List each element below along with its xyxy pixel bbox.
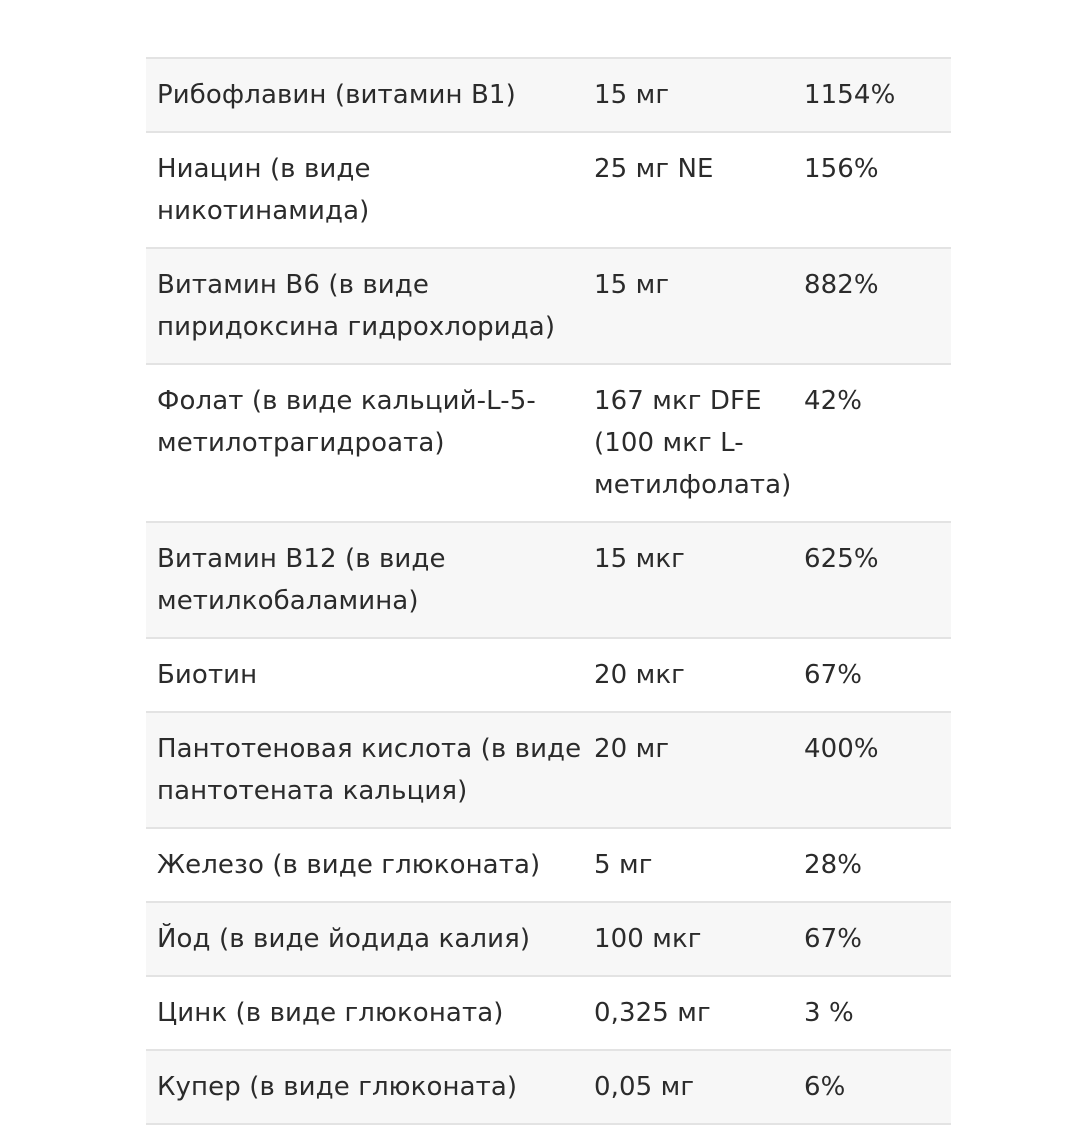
nutrient-name: Пантотеновая кислота (в виде пантотената кальция) — [157, 734, 582, 806]
nutrient-amount: 0,05 мг — [594, 1072, 695, 1102]
nutrient-amount: 25 мг NE — [594, 154, 714, 184]
nutrient-percent: 6% — [804, 1072, 846, 1102]
table-row — [146, 522, 951, 638]
nutrient-percent: 28% — [804, 850, 863, 880]
table-row — [146, 364, 951, 522]
nutrient-percent: 882% — [804, 270, 879, 300]
nutrient-percent: 67% — [804, 660, 863, 690]
nutrient-name: Купер (в виде глюконата) — [157, 1072, 518, 1102]
nutrient-percent: 400% — [804, 734, 879, 764]
nutrient-amount: 15 мг — [594, 80, 670, 110]
nutrient-amount: 15 мкг — [594, 544, 685, 574]
nutrient-name: Железо (в виде глюконата) — [157, 850, 541, 880]
nutrient-percent: 42% — [804, 386, 863, 416]
nutrient-name: Фолат (в виде кальций-L-5-метилотрагидроата) — [157, 386, 536, 458]
table-row — [146, 902, 951, 976]
table-row — [146, 248, 951, 364]
table-row — [146, 638, 951, 712]
nutrient-name: Рибофлавин (витамин B1) — [157, 80, 516, 110]
nutrient-amount: 20 мкг — [594, 660, 685, 690]
nutrient-name: Йод (в виде йодида калия) — [157, 924, 531, 954]
nutrient-amount: 5 мг — [594, 850, 653, 880]
nutrient-name: Ниацин (в виде никотинамида) — [157, 154, 371, 226]
nutrient-percent: 67% — [804, 924, 863, 954]
table-row — [146, 132, 951, 248]
nutrient-amount: 0,325 мг — [594, 998, 711, 1028]
table-row — [146, 976, 951, 1050]
nutrient-percent: 156% — [804, 154, 879, 184]
table-row — [146, 828, 951, 902]
table-row — [146, 712, 951, 828]
nutrient-percent: 1154% — [804, 80, 896, 110]
nutrient-table — [146, 57, 951, 1125]
nutrient-name: Витамин B6 (в виде пиридоксина гидрохлорида) — [157, 270, 556, 342]
nutrient-percent: 625% — [804, 544, 879, 574]
nutrient-amount: 20 мг — [594, 734, 670, 764]
nutrient-amount: 15 мг — [594, 270, 670, 300]
nutrient-percent: 3 % — [804, 998, 854, 1028]
nutrient-amount: 100 мкг — [594, 924, 702, 954]
table-row — [146, 58, 951, 132]
nutrient-amount: 167 мкг DFE (100 мкг L-метилфолата) — [594, 386, 792, 500]
nutrient-name: Витамин B12 (в виде метилкобаламина) — [157, 544, 446, 616]
nutrient-name: Цинк (в виде глюконата) — [157, 998, 504, 1028]
nutrient-name: Биотин — [157, 660, 258, 690]
table-row — [146, 1050, 951, 1124]
